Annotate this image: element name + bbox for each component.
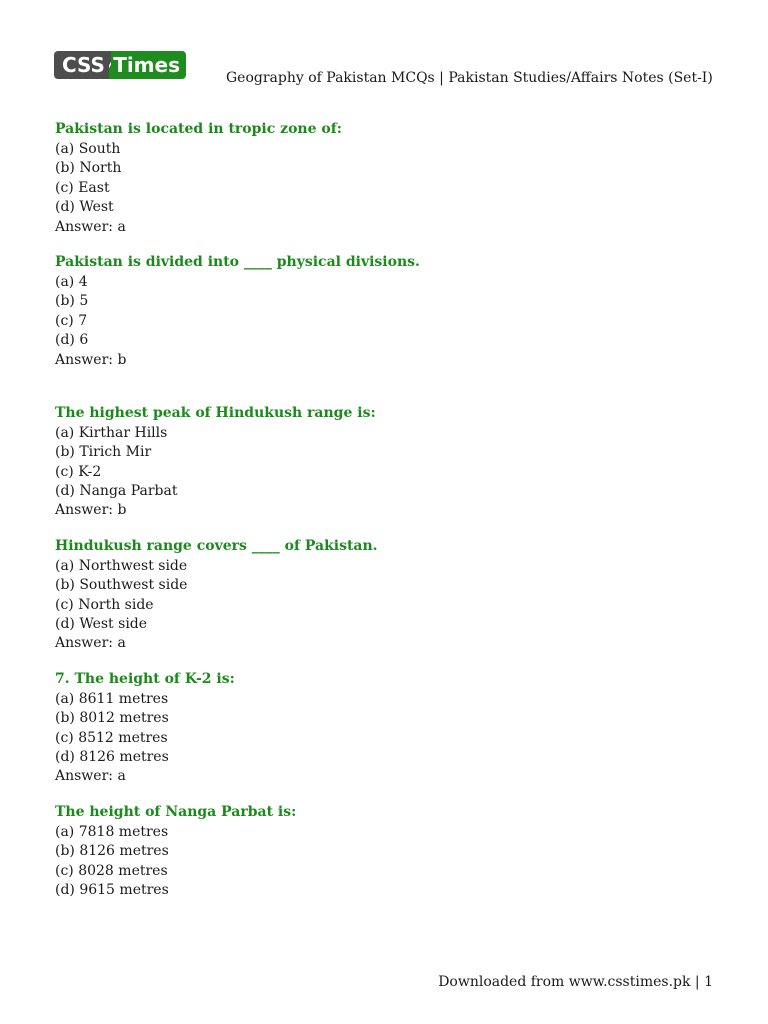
spacer — [55, 521, 715, 537]
option-b: (b) Tirich Mir — [55, 444, 152, 461]
option-a: (a) Northwest side — [55, 557, 188, 574]
question-title: The highest peak of Hindukush range is: — [55, 404, 376, 421]
option-d: (d) 8126 metres — [55, 748, 169, 765]
option-c: (c) 8028 metres — [55, 862, 168, 879]
question-title: Pakistan is divided into ____ physical divisions. — [55, 253, 420, 270]
answer-line: Answer: a — [55, 768, 126, 785]
question-block — [55, 670, 715, 787]
option-a: (a) Kirthar Hills — [55, 424, 168, 441]
csstimes-logo — [54, 51, 186, 79]
option-d: (d) Nanga Parbat — [55, 483, 178, 500]
answer-line: Answer: b — [55, 502, 127, 519]
question-block — [55, 803, 715, 901]
answer-line: Answer: b — [55, 351, 127, 368]
option-c: (c) 8512 metres — [55, 729, 168, 746]
spacer — [55, 237, 715, 253]
option-c: (c) North side — [55, 596, 154, 613]
logo-times-text: Times — [111, 51, 186, 79]
spacer — [55, 654, 715, 670]
document-title: Geography of Pakistan MCQs | Pakistan Studies/Affairs Notes (Set-I) — [226, 70, 713, 86]
spacer — [55, 787, 715, 803]
question-block — [55, 253, 715, 370]
mcq-list — [55, 120, 715, 900]
question-title: 7. The height of K-2 is: — [55, 670, 235, 687]
option-c: (c) K-2 — [55, 463, 102, 480]
option-a: (a) 4 — [55, 273, 88, 290]
option-a: (a) 7818 metres — [55, 823, 169, 840]
question-block — [55, 120, 715, 237]
question-block — [55, 404, 715, 521]
question-title: Pakistan is located in tropic zone of: — [55, 121, 342, 137]
question-title: The height of Nanga Parbat is: — [55, 803, 297, 820]
question-title: Hindukush range covers ____ of Pakistan. — [55, 537, 378, 554]
option-d: (d) 9615 metres — [55, 881, 169, 898]
answer-line: Answer: a — [55, 635, 126, 652]
option-b: (b) 8126 metres — [55, 843, 169, 860]
option-d: (d) 6 — [55, 332, 89, 349]
option-d: (d) West side — [55, 616, 148, 633]
page-footer: Downloaded from www.csstimes.pk | 1 — [438, 974, 713, 990]
page-header — [0, 0, 768, 100]
logo-css-text: CSS — [54, 51, 109, 79]
question-block — [55, 537, 715, 654]
option-b: (b) North — [55, 160, 122, 177]
option-b: (b) 5 — [55, 293, 89, 310]
option-b: (b) Southwest side — [55, 577, 188, 594]
option-a: (a) South — [55, 141, 121, 157]
spacer — [55, 370, 715, 404]
option-b: (b) 8012 metres — [55, 710, 169, 727]
option-c: (c) 7 — [55, 312, 88, 329]
option-d: (d) West — [55, 199, 114, 216]
answer-line: Answer: a — [55, 218, 126, 235]
option-c: (c) East — [55, 179, 110, 196]
option-a: (a) 8611 metres — [55, 690, 169, 707]
